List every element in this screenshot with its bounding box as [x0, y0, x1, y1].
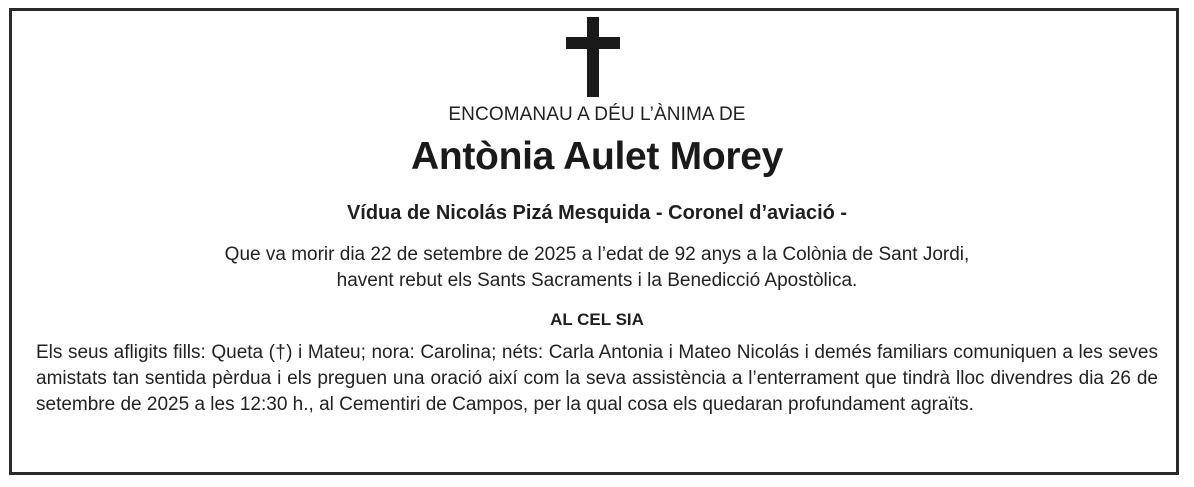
- death-details: [0, 242, 1194, 294]
- cross-icon: [566, 17, 620, 97]
- deceased-name: Antònia Aulet Morey: [410, 135, 784, 178]
- death-line-1: Que va morir dia 22 de setembre de 2025 a l’edat de 92 anys a la Colònia de Sant Jordi,: [224, 244, 970, 265]
- intro-line: ENCOMANAU A DÉU L’ÀNIMA DE: [448, 104, 746, 125]
- al-cel-sia-heading: AL CEL SIA: [550, 310, 644, 329]
- family-message: Els seus afligits fills: Queta (†) i Mateu; nora: Carolina; néts: Carla Antonia i Mateo Nicolás i demés familiars comuniquen a les seves amistats tan sentida pèrdua i els preguen una oració així com la seva assistència a l’enterrament que tindrà lloc divendres dia 26 de setembre de 2025 a les 12:30 h., al Cementiri de Campos, per la qual cosa els quedaran profundament agraïts.: [36, 342, 1158, 415]
- death-line-2: havent rebut els Sants Sacraments i la Benedicció Apostòlica.: [336, 270, 858, 291]
- widow-line: Vídua de Nicolás Pizá Mesquida - Coronel d’aviació -: [346, 202, 848, 224]
